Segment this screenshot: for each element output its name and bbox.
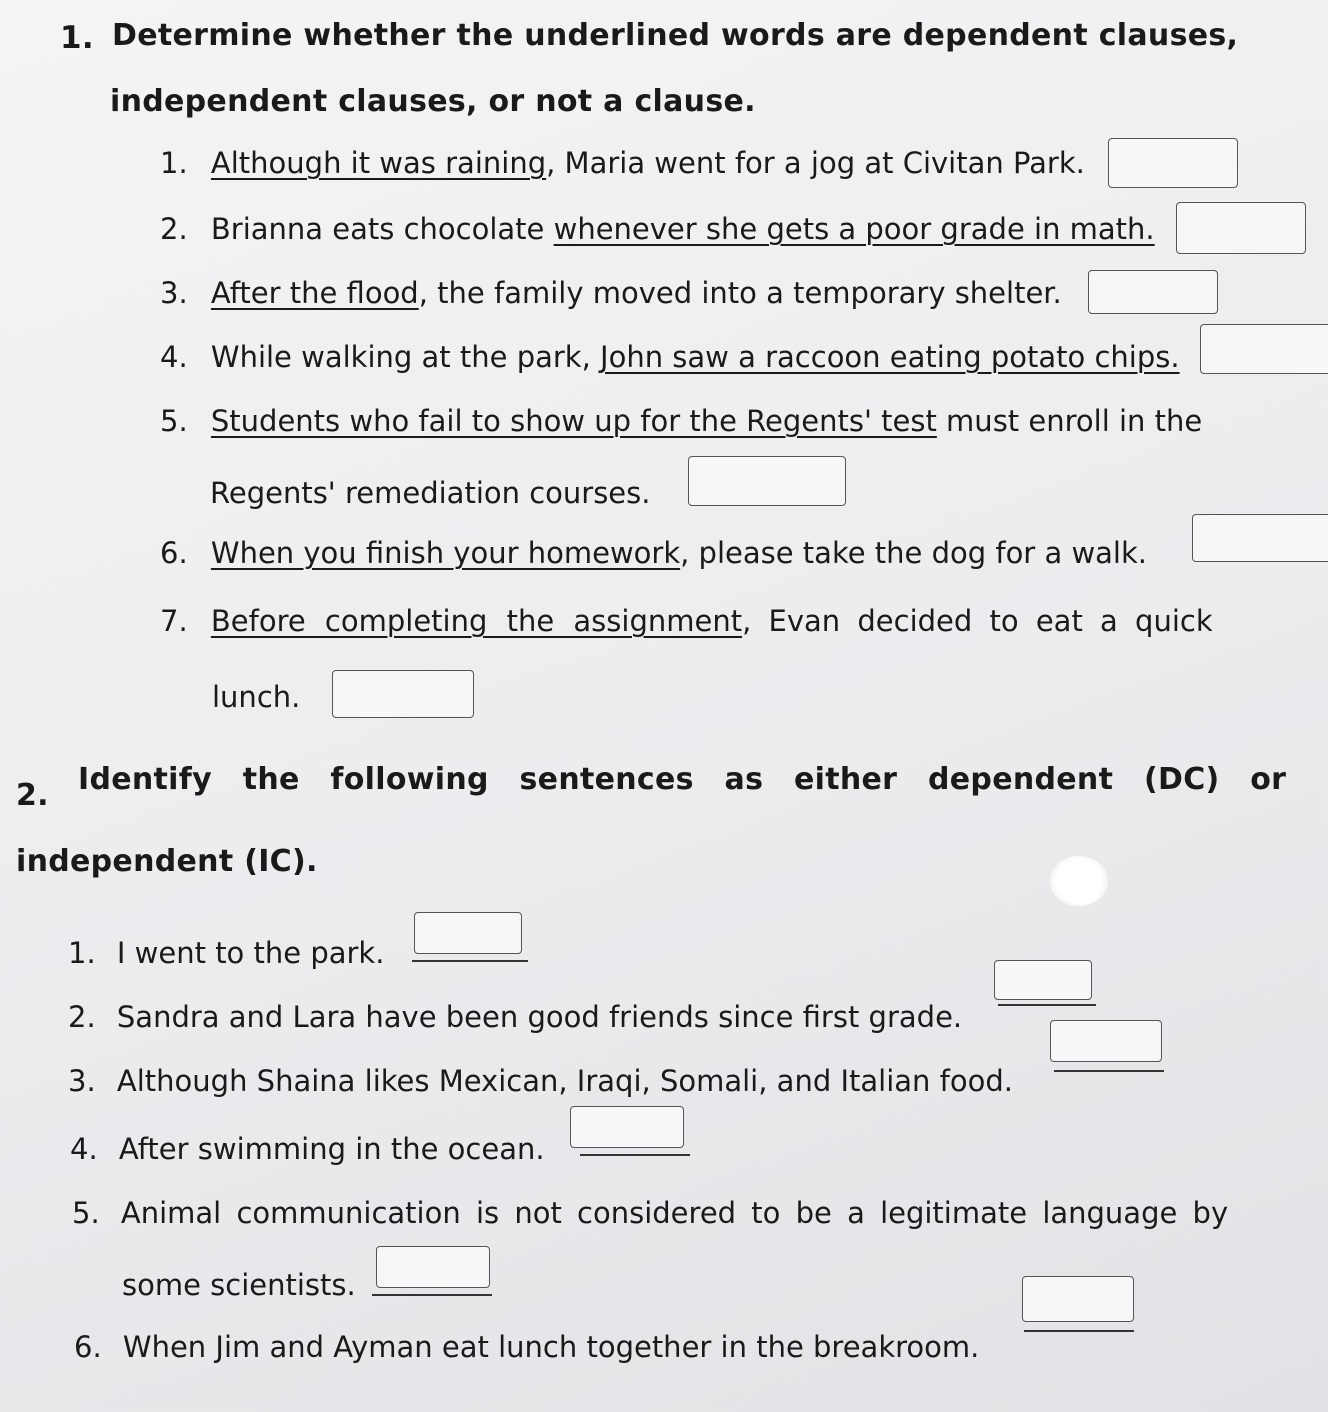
s1-item-1-number: 1. (160, 146, 188, 180)
s1-item-6-underlined: When you finish your homework (210, 536, 681, 570)
s1-item-7-line2: lunch. (212, 680, 301, 714)
s2-answer-box-5[interactable] (376, 1246, 490, 1288)
s1-item-3-number: 3. (160, 276, 188, 310)
s2-answer-line-1 (412, 960, 528, 962)
s2-answer-box-4[interactable] (570, 1106, 684, 1148)
s2-item-2-number: 2. (68, 1000, 96, 1034)
s1-item-1 (160, 146, 1085, 180)
section2-number: 2. (16, 778, 49, 813)
s1-item-4-number: 4. (160, 340, 188, 374)
s2-item-1 (68, 936, 384, 970)
s1-item-5 (160, 404, 1202, 438)
section2-heading-line1: Identify the following sentences as either dependent (DC) or (78, 762, 1287, 797)
s1-item-5-line2: Regents' remediation courses. (210, 476, 651, 510)
s2-item-3 (68, 1064, 1013, 1098)
s1-item-7 (160, 604, 1213, 638)
s1-item-5-number: 5. (160, 404, 188, 438)
s1-answer-box-2[interactable] (1176, 202, 1306, 254)
s1-item-2-number: 2. (160, 212, 188, 246)
s2-answer-line-2 (998, 1004, 1096, 1006)
s2-item-3-text: Although Shaina likes Mexican, Iraqi, Somali, and Italian food. (116, 1064, 1013, 1098)
s2-answer-box-2[interactable] (994, 960, 1092, 1000)
s1-item-5-underlined: Students who fail to show up for the Regents' test (210, 404, 937, 438)
s1-item-3-underlined: After the flood (210, 276, 419, 310)
s1-answer-box-6[interactable] (1192, 514, 1328, 562)
section1-heading-line1: Determine whether the underlined words are dependent clauses, (112, 18, 1239, 53)
s1-item-7-rest: , Evan decided to eat a quick (742, 604, 1213, 638)
s2-answer-box-6[interactable] (1022, 1276, 1134, 1322)
s2-item-3-number: 3. (68, 1064, 96, 1098)
section2-heading-line2: independent (IC). (16, 844, 318, 879)
section1-heading-line2: independent clauses, or not a clause. (110, 84, 756, 119)
s1-item-7-underlined: Before completing the assignment (210, 604, 743, 638)
s2-answer-line-5 (372, 1294, 492, 1296)
s1-item-5-rest: must enroll in the (936, 404, 1203, 438)
section1-number: 1. (60, 20, 94, 56)
s2-item-5 (72, 1196, 1228, 1230)
s1-item-4 (160, 340, 1180, 374)
s2-item-2-text: Sandra and Lara have been good friends since first grade. (116, 1000, 963, 1034)
s2-item-5-text: Animal communication is not considered to be a legitimate language by (120, 1196, 1229, 1230)
s1-item-2 (160, 212, 1155, 246)
s2-answer-line-3 (1054, 1070, 1164, 1072)
s1-item-6 (160, 536, 1147, 570)
s2-item-6-text: When Jim and Ayman eat lunch together in the breakroom. (122, 1330, 980, 1364)
s2-item-5-number: 5. (72, 1196, 100, 1230)
s1-item-6-number: 6. (160, 536, 188, 570)
s1-item-7-number: 7. (160, 604, 188, 638)
s2-item-5-line2: some scientists. (122, 1268, 356, 1302)
s2-answer-box-3[interactable] (1050, 1020, 1162, 1062)
s1-item-3 (160, 276, 1062, 310)
s1-answer-box-4[interactable] (1200, 324, 1328, 374)
s2-item-2 (68, 1000, 962, 1034)
s2-answer-box-1[interactable] (414, 912, 522, 954)
s1-answer-box-7[interactable] (332, 670, 474, 718)
s2-answer-line-6 (1024, 1330, 1134, 1332)
s2-item-1-text: I went to the park. (116, 936, 385, 970)
s1-item-2-pre: Brianna eats chocolate (210, 212, 554, 246)
s2-item-4-number: 4. (70, 1132, 98, 1166)
s2-item-1-number: 1. (68, 936, 96, 970)
s1-item-6-rest: , please take the dog for a walk. (680, 536, 1147, 570)
s1-item-2-underlined: whenever she gets a poor grade in math. (553, 212, 1155, 246)
s1-answer-box-1[interactable] (1108, 138, 1238, 188)
s1-item-4-underlined: John saw a raccoon eating potato chips. (600, 340, 1180, 374)
s2-item-4 (70, 1132, 545, 1166)
s2-item-6-number: 6. (74, 1330, 102, 1364)
s1-answer-box-5[interactable] (688, 456, 846, 506)
s2-item-4-text: After swimming in the ocean. (118, 1132, 545, 1166)
s2-answer-line-4 (580, 1154, 690, 1156)
s1-item-3-rest: , the family moved into a temporary shelter. (418, 276, 1062, 310)
s2-item-6 (74, 1330, 979, 1364)
light-glare (1050, 856, 1108, 906)
s1-item-4-pre: While walking at the park, (210, 340, 601, 374)
s1-item-1-underlined: Although it was raining (210, 146, 547, 180)
s1-item-1-rest: , Maria went for a jog at Civitan Park. (546, 146, 1085, 180)
s1-answer-box-3[interactable] (1088, 270, 1218, 314)
